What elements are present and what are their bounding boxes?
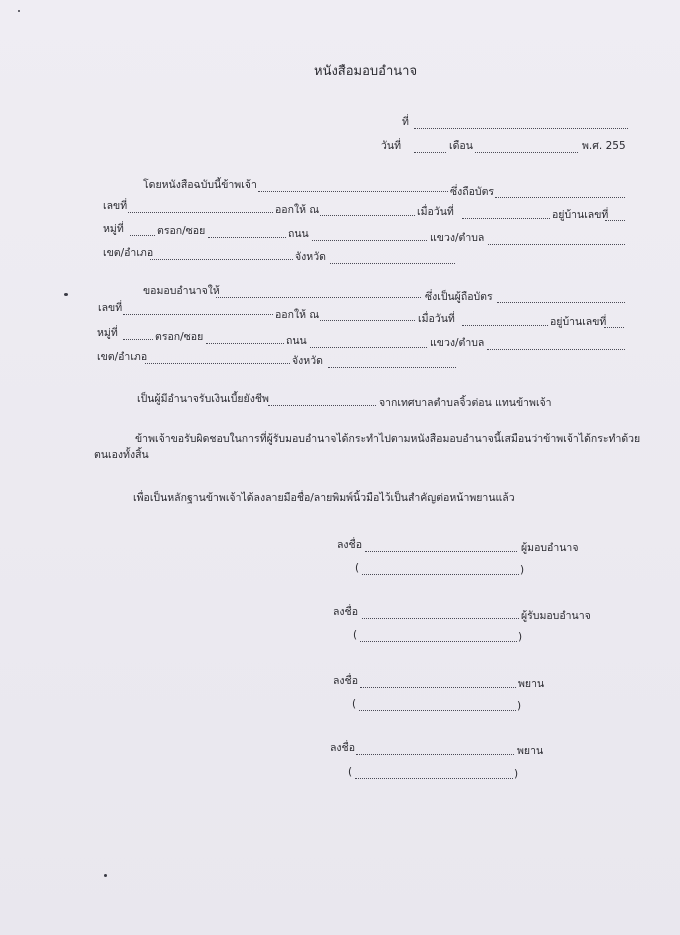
liability-line1: ข้าพเจ้าขอรับผิดชอบในการที่ผู้รับมอบอำนาจได้กระทำไปตามหนังสือมอบอำนาจนี้เสมือนว่าข้าพเจ้าได้กระทำด้วย xyxy=(135,433,641,445)
grantor-house-label: อยู่บ้านเลขที่ xyxy=(552,209,609,221)
grantor-date-field[interactable] xyxy=(462,218,550,219)
grantee-id-label: ซึ่งเป็นผู้ถือบัตร xyxy=(425,291,493,303)
grantee-issued-label: ออกให้ ณ xyxy=(275,309,320,321)
grantor-id-label: ซึ่งถือบัตร xyxy=(450,186,495,198)
grantor-subdistrict-field[interactable] xyxy=(488,244,625,245)
signature-4-close: ) xyxy=(514,768,519,780)
signature-2-name-field[interactable] xyxy=(360,641,517,642)
signature-2-field[interactable] xyxy=(362,618,519,619)
grantor-house-field[interactable] xyxy=(605,220,625,221)
authority-field[interactable] xyxy=(268,405,376,406)
grantor-issued-label: ออกให้ ณ xyxy=(275,204,320,216)
grantor-road-field[interactable] xyxy=(312,240,427,241)
signature-4-open: ( xyxy=(348,766,353,778)
signature-4-label: ลงชื่อ xyxy=(330,742,355,754)
grantee-district-label: เขต/อำเภอ xyxy=(97,351,148,363)
signature-1-name-field[interactable] xyxy=(362,574,519,575)
signature-3-role: พยาน xyxy=(518,678,545,690)
date-field[interactable] xyxy=(414,152,446,153)
grantor-soi-label: ตรอก/ซอย xyxy=(157,225,206,237)
grantee-date-label: เมื่อวันที่ xyxy=(418,313,455,325)
grantee-intro: ขอมอบอำนาจให้ xyxy=(143,285,220,297)
grantor-subdistrict-label: แขวง/ตำบล xyxy=(430,232,485,244)
signature-2-role: ผู้รับมอบอำนาจ xyxy=(521,610,591,622)
grantee-date-field[interactable] xyxy=(462,325,548,326)
signature-1-open: ( xyxy=(355,562,360,574)
grantee-district-field[interactable] xyxy=(145,363,290,364)
grantor-road-label: ถนน xyxy=(288,228,309,240)
grantee-issued-field[interactable] xyxy=(320,320,415,321)
grantee-soi-field[interactable] xyxy=(206,343,284,344)
grantor-name-field[interactable] xyxy=(258,191,448,192)
grantee-id-field[interactable] xyxy=(497,302,625,303)
signature-4-role: พยาน xyxy=(517,745,544,757)
signature-1-role: ผู้มอบอำนาจ xyxy=(521,542,579,554)
scan-speck xyxy=(64,293,68,296)
page-title: หนังสือมอบอำนาจ xyxy=(314,64,418,79)
grantee-house-label: อยู่บ้านเลขที่ xyxy=(550,316,607,328)
evidence-text: เพื่อเป็นหลักฐานข้าพเจ้าได้ลงลายมือชื่อ/ลายพิมพ์นิ้วมือไว้เป็นสำคัญต่อหน้าพยานแล้ว xyxy=(133,492,515,504)
signature-2-open: ( xyxy=(353,629,358,641)
grantor-intro: โดยหนังสือฉบับนี้ข้าพเจ้า xyxy=(143,179,257,191)
signature-2-label: ลงชื่อ xyxy=(333,606,358,618)
grantee-house-field[interactable] xyxy=(604,327,624,328)
signature-3-close: ) xyxy=(517,700,522,712)
signature-3-open: ( xyxy=(352,698,357,710)
grantor-province-label: จังหวัด xyxy=(295,251,326,263)
grantee-moo-label: หมู่ที่ xyxy=(97,327,118,339)
grantor-district-field[interactable] xyxy=(150,259,293,260)
authority-from: จากเทศบาลตำบลจิ้วต่อน แทนข้าพเจ้า xyxy=(379,397,552,409)
year-label: พ.ศ. 255 xyxy=(582,140,626,152)
grantee-province-label: จังหวัด xyxy=(292,355,323,367)
signature-3-field[interactable] xyxy=(360,687,516,688)
authority-text: เป็นผู้มีอำนาจรับเงินเบี้ยยังชีพ xyxy=(137,393,269,405)
doc-number-field[interactable] xyxy=(414,128,628,129)
grantor-province-field[interactable] xyxy=(330,263,455,264)
grantor-moo-field[interactable] xyxy=(130,235,155,236)
month-label: เดือน xyxy=(449,140,473,152)
grantee-number-field[interactable] xyxy=(123,314,273,315)
grantee-road-label: ถนน xyxy=(286,335,307,347)
signature-1-close: ) xyxy=(520,564,525,576)
grantor-date-label: เมื่อวันที่ xyxy=(417,206,454,218)
grantee-name-field[interactable] xyxy=(216,297,421,298)
grantor-moo-label: หมู่ที่ xyxy=(103,223,124,235)
scan-speck xyxy=(104,874,107,877)
grantee-province-field[interactable] xyxy=(328,367,456,368)
grantee-road-field[interactable] xyxy=(310,347,427,348)
scan-speck xyxy=(18,10,20,12)
grantee-number-label: เลขที่ xyxy=(98,302,123,314)
grantor-id-field[interactable] xyxy=(495,197,625,198)
grantee-subdistrict-field[interactable] xyxy=(487,349,625,350)
grantor-issued-field[interactable] xyxy=(320,215,415,216)
grantor-number-field[interactable] xyxy=(128,212,273,213)
signature-1-label: ลงชื่อ xyxy=(337,539,362,551)
date-label: วันที่ xyxy=(381,140,401,152)
grantor-soi-field[interactable] xyxy=(208,237,286,238)
signature-1-field[interactable] xyxy=(365,551,517,552)
grantee-soi-label: ตรอก/ซอย xyxy=(155,331,204,343)
signature-2-close: ) xyxy=(518,631,523,643)
grantor-district-label: เขต/อำเภอ xyxy=(103,247,154,259)
month-field[interactable] xyxy=(475,152,578,153)
signature-4-field[interactable] xyxy=(356,754,514,755)
signature-3-label: ลงชื่อ xyxy=(333,675,358,687)
grantee-moo-field[interactable] xyxy=(123,339,153,340)
grantor-number-label: เลขที่ xyxy=(103,200,128,212)
grantee-subdistrict-label: แขวง/ตำบล xyxy=(430,337,485,349)
liability-line2: ตนเองทั้งสิ้น xyxy=(94,449,149,461)
doc-number-label: ที่ xyxy=(402,116,409,128)
signature-4-name-field[interactable] xyxy=(355,778,513,779)
signature-3-name-field[interactable] xyxy=(359,710,516,711)
